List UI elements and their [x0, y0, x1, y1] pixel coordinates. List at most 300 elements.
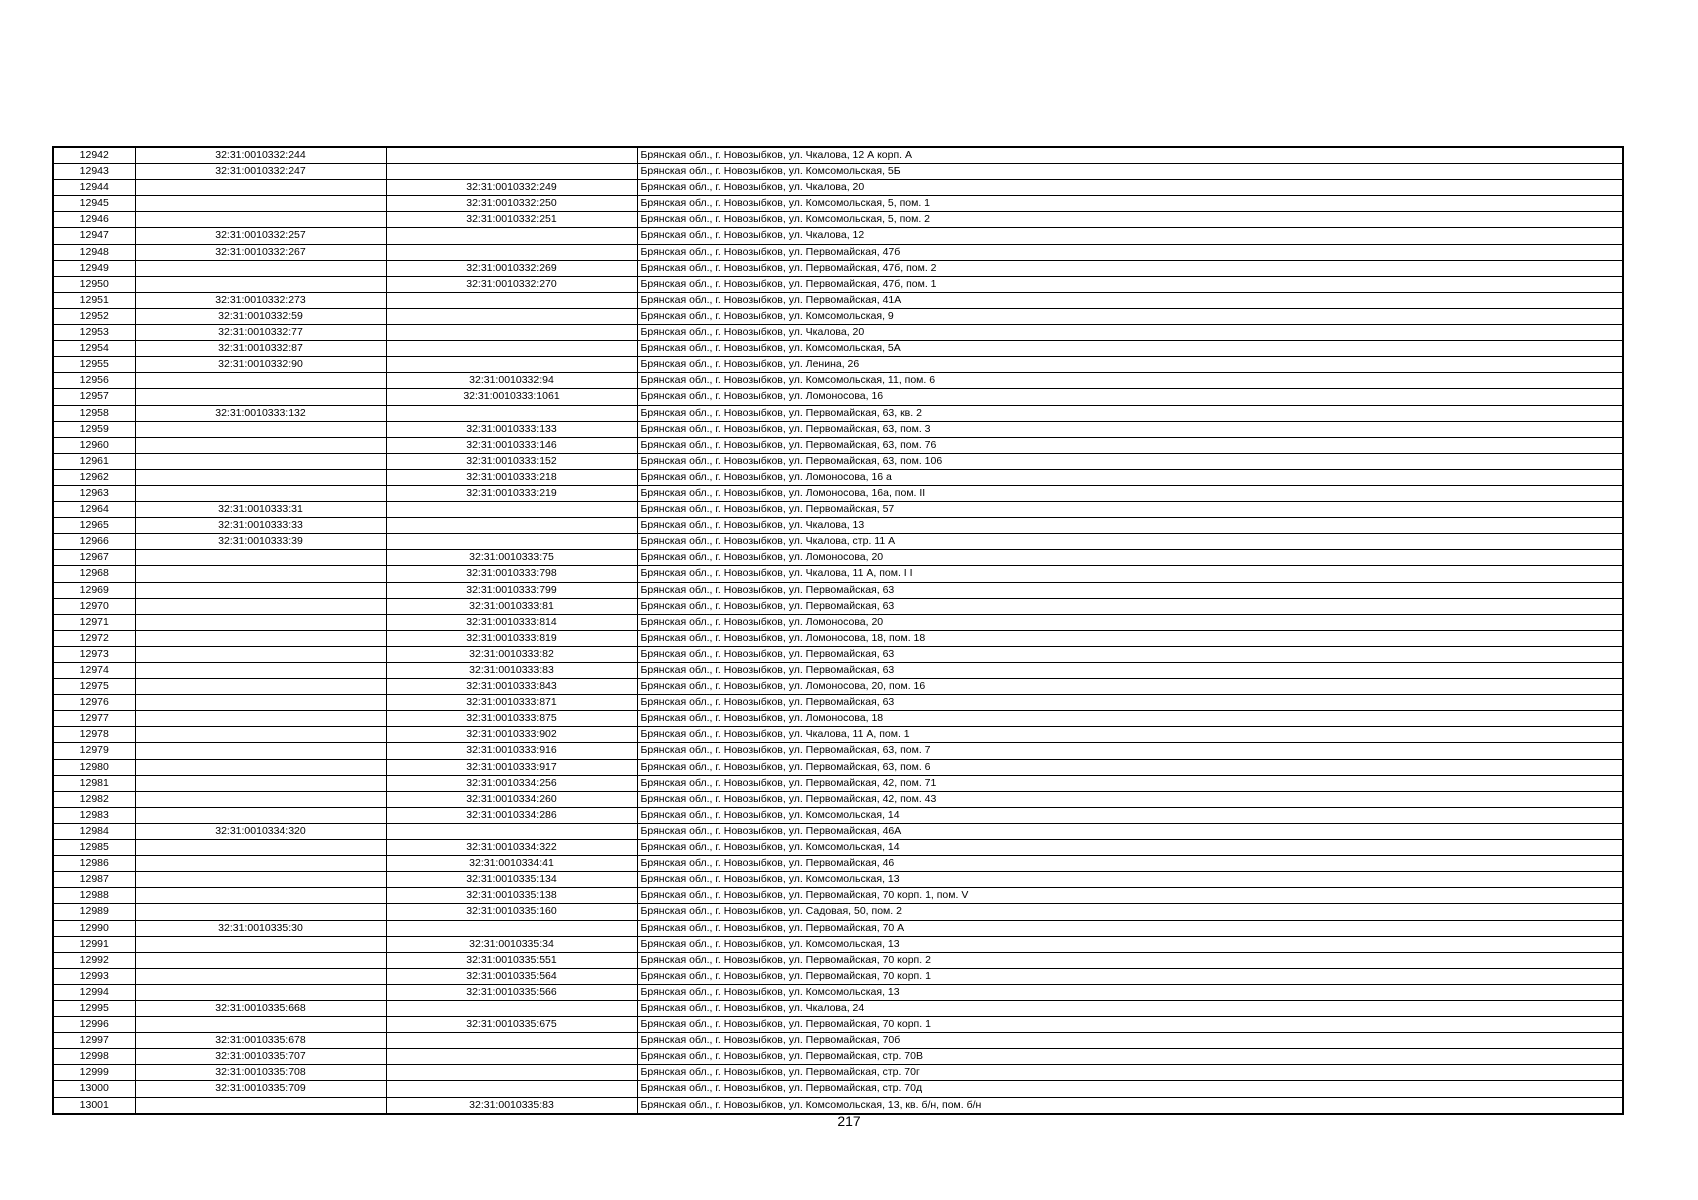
address-cell: Брянская обл., г. Новозыбков, ул. Первомайская, стр. 70д: [637, 1081, 1623, 1097]
row-number-cell: 12989: [53, 904, 135, 920]
table-row: [53, 630, 1623, 646]
cadastral-number-alt-cell: 32:31:0010332:250: [386, 196, 637, 212]
row-number-cell: 12985: [53, 840, 135, 856]
cadastral-number-alt-cell: [386, 1081, 637, 1097]
table-row: [53, 453, 1623, 469]
cadastral-number-alt-cell: 32:31:0010333:798: [386, 566, 637, 582]
cadastral-number-cell: 32:31:0010333:132: [135, 405, 386, 421]
cadastral-number-cell: [135, 840, 386, 856]
cadastral-number-alt-cell: 32:31:0010332:270: [386, 276, 637, 292]
address-cell: Брянская обл., г. Новозыбков, ул. Первомайская, стр. 70г: [637, 1065, 1623, 1081]
cadastral-number-alt-cell: 32:31:0010333:843: [386, 679, 637, 695]
table-row: [53, 373, 1623, 389]
cadastral-number-cell: [135, 968, 386, 984]
address-cell: Брянская обл., г. Новозыбков, ул. Первомайская, 63, кв. 2: [637, 405, 1623, 421]
cadastral-number-cell: 32:31:0010332:90: [135, 357, 386, 373]
cadastral-number-alt-cell: [386, 228, 637, 244]
cadastral-number-alt-cell: 32:31:0010333:799: [386, 582, 637, 598]
address-cell: Брянская обл., г. Новозыбков, ул. Первомайская, 70 корп. 2: [637, 952, 1623, 968]
address-cell: Брянская обл., г. Новозыбков, ул. Чкалова, 24: [637, 1000, 1623, 1016]
address-cell: Брянская обл., г. Новозыбков, ул. Первомайская, 70 корп. 1: [637, 968, 1623, 984]
address-cell: Брянская обл., г. Новозыбков, ул. Комсомольская, 13: [637, 872, 1623, 888]
address-cell: Брянская обл., г. Новозыбков, ул. Первомайская, 47б: [637, 244, 1623, 260]
table-row: [53, 711, 1623, 727]
address-cell: Брянская обл., г. Новозыбков, ул. Комсомольская, 13: [637, 984, 1623, 1000]
row-number-cell: 12944: [53, 180, 135, 196]
cadastral-number-cell: [135, 550, 386, 566]
cadastral-number-alt-cell: [386, 1049, 637, 1065]
cadastral-number-alt-cell: [386, 1033, 637, 1049]
address-cell: Брянская обл., г. Новозыбков, ул. Первомайская, 57: [637, 502, 1623, 518]
cadastral-number-cell: 32:31:0010332:247: [135, 164, 386, 180]
table-row: [53, 469, 1623, 485]
cadastral-number-cell: [135, 485, 386, 501]
cadastral-number-alt-cell: [386, 147, 637, 164]
cadastral-number-cell: [135, 679, 386, 695]
cadastral-number-cell: [135, 212, 386, 228]
address-cell: Брянская обл., г. Новозыбков, ул. Ломоносова, 18: [637, 711, 1623, 727]
registry-table: [52, 146, 1624, 1115]
table-row: [53, 614, 1623, 630]
table-row: [53, 1065, 1623, 1081]
cadastral-number-cell: 32:31:0010335:707: [135, 1049, 386, 1065]
address-cell: Брянская обл., г. Новозыбков, ул. Комсомольская, 9: [637, 308, 1623, 324]
row-number-cell: 12945: [53, 196, 135, 212]
cadastral-number-alt-cell: [386, 325, 637, 341]
table-row: [53, 244, 1623, 260]
row-number-cell: 12952: [53, 308, 135, 324]
cadastral-number-cell: 32:31:0010333:33: [135, 518, 386, 534]
table-row: [53, 695, 1623, 711]
cadastral-number-alt-cell: 32:31:0010333:814: [386, 614, 637, 630]
table-row: [53, 952, 1623, 968]
address-cell: Брянская обл., г. Новозыбков, ул. Первомайская, 42, пом. 43: [637, 791, 1623, 807]
cadastral-number-alt-cell: 32:31:0010333:82: [386, 646, 637, 662]
address-cell: Брянская обл., г. Новозыбков, ул. Первомайская, 46: [637, 856, 1623, 872]
row-number-cell: 12990: [53, 920, 135, 936]
address-cell: Брянская обл., г. Новозыбков, ул. Чкалова, 11 А, пом. 1: [637, 727, 1623, 743]
cadastral-number-cell: [135, 663, 386, 679]
row-number-cell: 12964: [53, 502, 135, 518]
cadastral-number-cell: [135, 711, 386, 727]
cadastral-number-alt-cell: 32:31:0010335:138: [386, 888, 637, 904]
cadastral-number-alt-cell: 32:31:0010333:75: [386, 550, 637, 566]
row-number-cell: 12966: [53, 534, 135, 550]
table-row: [53, 759, 1623, 775]
table-row: [53, 164, 1623, 180]
cadastral-number-alt-cell: 32:31:0010333:218: [386, 469, 637, 485]
row-number-cell: 12956: [53, 373, 135, 389]
address-cell: Брянская обл., г. Новозыбков, ул. Чкалова, 20: [637, 325, 1623, 341]
cadastral-number-alt-cell: [386, 534, 637, 550]
cadastral-number-alt-cell: 32:31:0010332:251: [386, 212, 637, 228]
cadastral-number-alt-cell: 32:31:0010334:41: [386, 856, 637, 872]
cadastral-number-cell: [135, 469, 386, 485]
table-row: [53, 518, 1623, 534]
address-cell: Брянская обл., г. Новозыбков, ул. Первомайская, 70б: [637, 1033, 1623, 1049]
table-row: [53, 936, 1623, 952]
row-number-cell: 13001: [53, 1097, 135, 1114]
cadastral-number-alt-cell: 32:31:0010334:286: [386, 807, 637, 823]
address-cell: Брянская обл., г. Новозыбков, ул. Ломоносова, 16: [637, 389, 1623, 405]
address-cell: Брянская обл., г. Новозыбков, ул. Комсомольская, 13: [637, 936, 1623, 952]
page-number: 217: [837, 1113, 861, 1129]
row-number-cell: 12949: [53, 260, 135, 276]
cadastral-number-cell: [135, 888, 386, 904]
row-number-cell: 12996: [53, 1017, 135, 1033]
table-row: [53, 646, 1623, 662]
cadastral-number-alt-cell: [386, 357, 637, 373]
cadastral-number-alt-cell: 32:31:0010333:917: [386, 759, 637, 775]
table-row: [53, 147, 1623, 164]
cadastral-number-alt-cell: [386, 164, 637, 180]
cadastral-number-alt-cell: [386, 405, 637, 421]
row-number-cell: 12965: [53, 518, 135, 534]
cadastral-number-cell: [135, 276, 386, 292]
address-cell: Брянская обл., г. Новозыбков, ул. Первомайская, 47б, пом. 1: [637, 276, 1623, 292]
cadastral-number-alt-cell: 32:31:0010334:260: [386, 791, 637, 807]
cadastral-number-alt-cell: [386, 244, 637, 260]
address-cell: Брянская обл., г. Новозыбков, ул. Первомайская, 70 корп. 1, пом. V: [637, 888, 1623, 904]
table-row: [53, 357, 1623, 373]
cadastral-number-alt-cell: 32:31:0010335:564: [386, 968, 637, 984]
cadastral-number-alt-cell: 32:31:0010332:249: [386, 180, 637, 196]
table-row: [53, 502, 1623, 518]
cadastral-number-cell: [135, 743, 386, 759]
cadastral-number-alt-cell: 32:31:0010333:875: [386, 711, 637, 727]
cadastral-number-cell: 32:31:0010333:31: [135, 502, 386, 518]
table-row: [53, 292, 1623, 308]
table-row: [53, 1081, 1623, 1097]
address-cell: Брянская обл., г. Новозыбков, ул. Первомайская, 63, пом. 3: [637, 421, 1623, 437]
cadastral-number-cell: [135, 196, 386, 212]
cadastral-number-cell: 32:31:0010335:708: [135, 1065, 386, 1081]
address-cell: Брянская обл., г. Новозыбков, ул. Чкалова, 12 А корп. А: [637, 147, 1623, 164]
row-number-cell: 12973: [53, 646, 135, 662]
cadastral-number-cell: 32:31:0010332:244: [135, 147, 386, 164]
cadastral-number-alt-cell: 32:31:0010333:916: [386, 743, 637, 759]
table-row: [53, 984, 1623, 1000]
cadastral-number-alt-cell: 32:31:0010333:219: [386, 485, 637, 501]
row-number-cell: 12960: [53, 437, 135, 453]
table-row: [53, 727, 1623, 743]
cadastral-number-alt-cell: 32:31:0010335:675: [386, 1017, 637, 1033]
row-number-cell: 12968: [53, 566, 135, 582]
table-row: [53, 196, 1623, 212]
address-cell: Брянская обл., г. Новозыбков, ул. Ломоносова, 16а, пом. II: [637, 485, 1623, 501]
row-number-cell: 12972: [53, 630, 135, 646]
row-number-cell: 12993: [53, 968, 135, 984]
address-cell: Брянская обл., г. Новозыбков, ул. Ломоносова, 20, пом. 16: [637, 679, 1623, 695]
cadastral-number-cell: 32:31:0010332:77: [135, 325, 386, 341]
address-cell: Брянская обл., г. Новозыбков, ул. Комсомольская, 5, пом. 2: [637, 212, 1623, 228]
address-cell: Брянская обл., г. Новозыбков, ул. Комсомольская, 5, пом. 1: [637, 196, 1623, 212]
table-row: [53, 888, 1623, 904]
cadastral-number-alt-cell: [386, 1065, 637, 1081]
cadastral-number-alt-cell: [386, 308, 637, 324]
cadastral-number-cell: 32:31:0010332:257: [135, 228, 386, 244]
address-cell: Брянская обл., г. Новозыбков, ул. Первомайская, 63: [637, 598, 1623, 614]
address-cell: Брянская обл., г. Новозыбков, ул. Первомайская, 63, пом. 76: [637, 437, 1623, 453]
address-cell: Брянская обл., г. Новозыбков, ул. Первомайская, 42, пом. 71: [637, 775, 1623, 791]
address-cell: Брянская обл., г. Новозыбков, ул. Комсомольская, 14: [637, 840, 1623, 856]
cadastral-number-cell: 32:31:0010332:59: [135, 308, 386, 324]
address-cell: Брянская обл., г. Новозыбков, ул. Комсомольская, 14: [637, 807, 1623, 823]
cadastral-number-alt-cell: 32:31:0010335:34: [386, 936, 637, 952]
row-number-cell: 12976: [53, 695, 135, 711]
table-row: [53, 421, 1623, 437]
cadastral-number-alt-cell: 32:31:0010335:83: [386, 1097, 637, 1114]
cadastral-number-cell: [135, 791, 386, 807]
table-row: [53, 743, 1623, 759]
table-row: [53, 566, 1623, 582]
address-cell: Брянская обл., г. Новозыбков, ул. Комсомольская, 11, пом. 6: [637, 373, 1623, 389]
row-number-cell: 12983: [53, 807, 135, 823]
row-number-cell: 12979: [53, 743, 135, 759]
address-cell: Брянская обл., г. Новозыбков, ул. Первомайская, стр. 70В: [637, 1049, 1623, 1065]
address-cell: Брянская обл., г. Новозыбков, ул. Ленина, 26: [637, 357, 1623, 373]
cadastral-number-cell: [135, 453, 386, 469]
address-cell: Брянская обл., г. Новозыбков, ул. Комсомольская, 5Б: [637, 164, 1623, 180]
cadastral-number-alt-cell: 32:31:0010333:902: [386, 727, 637, 743]
cadastral-number-cell: [135, 856, 386, 872]
address-cell: Брянская обл., г. Новозыбков, ул. Чкалова, 12: [637, 228, 1623, 244]
table-row: [53, 775, 1623, 791]
table-row: [53, 598, 1623, 614]
row-number-cell: 12984: [53, 823, 135, 839]
cadastral-number-alt-cell: [386, 292, 637, 308]
address-cell: Брянская обл., г. Новозыбков, ул. Первомайская, 63, пом. 7: [637, 743, 1623, 759]
cadastral-number-cell: [135, 421, 386, 437]
address-cell: Брянская обл., г. Новозыбков, ул. Чкалова, стр. 11 А: [637, 534, 1623, 550]
table-row: [53, 872, 1623, 888]
cadastral-number-alt-cell: 32:31:0010335:551: [386, 952, 637, 968]
address-cell: Брянская обл., г. Новозыбков, ул. Первомайская, 63, пом. 6: [637, 759, 1623, 775]
row-number-cell: 12970: [53, 598, 135, 614]
cadastral-number-alt-cell: [386, 518, 637, 534]
cadastral-number-alt-cell: [386, 341, 637, 357]
row-number-cell: 12947: [53, 228, 135, 244]
cadastral-number-cell: [135, 373, 386, 389]
row-number-cell: 12978: [53, 727, 135, 743]
table-row: [53, 405, 1623, 421]
cadastral-number-cell: [135, 646, 386, 662]
address-cell: Брянская обл., г. Новозыбков, ул. Первомайская, 63, пом. 106: [637, 453, 1623, 469]
address-cell: Брянская обл., г. Новозыбков, ул. Первомайская, 41А: [637, 292, 1623, 308]
row-number-cell: 12986: [53, 856, 135, 872]
cadastral-number-cell: 32:31:0010335:668: [135, 1000, 386, 1016]
cadastral-number-alt-cell: 32:31:0010333:1061: [386, 389, 637, 405]
cadastral-number-alt-cell: 32:31:0010334:256: [386, 775, 637, 791]
cadastral-number-cell: 32:31:0010335:678: [135, 1033, 386, 1049]
address-cell: Брянская обл., г. Новозыбков, ул. Первомайская, 63: [637, 582, 1623, 598]
table-row: [53, 180, 1623, 196]
address-cell: Брянская обл., г. Новозыбков, ул. Первомайская, 63: [637, 646, 1623, 662]
cadastral-number-cell: 32:31:0010335:709: [135, 1081, 386, 1097]
address-cell: Брянская обл., г. Новозыбков, ул. Чкалова, 13: [637, 518, 1623, 534]
cadastral-number-alt-cell: [386, 1000, 637, 1016]
row-number-cell: 12991: [53, 936, 135, 952]
table-row: [53, 276, 1623, 292]
table-row: [53, 485, 1623, 501]
address-cell: Брянская обл., г. Новозыбков, ул. Ломоносова, 20: [637, 550, 1623, 566]
cadastral-number-cell: [135, 695, 386, 711]
cadastral-number-cell: [135, 630, 386, 646]
row-number-cell: 12994: [53, 984, 135, 1000]
table-row: [53, 1000, 1623, 1016]
cadastral-number-cell: [135, 598, 386, 614]
row-number-cell: 12997: [53, 1033, 135, 1049]
table-row: [53, 823, 1623, 839]
address-cell: Брянская обл., г. Новозыбков, ул. Первомайская, 63: [637, 695, 1623, 711]
cadastral-number-alt-cell: 32:31:0010334:322: [386, 840, 637, 856]
table-row: [53, 840, 1623, 856]
address-cell: Брянская обл., г. Новозыбков, ул. Комсомольская, 13, кв. б/н, пом. б/н: [637, 1097, 1623, 1114]
registry-table-body: [53, 147, 1623, 1114]
cadastral-number-cell: [135, 180, 386, 196]
cadastral-number-cell: 32:31:0010332:87: [135, 341, 386, 357]
address-cell: Брянская обл., г. Новозыбков, ул. Садовая, 50, пом. 2: [637, 904, 1623, 920]
cadastral-number-alt-cell: 32:31:0010332:94: [386, 373, 637, 389]
table-row: [53, 1017, 1623, 1033]
cadastral-number-cell: [135, 389, 386, 405]
cadastral-number-cell: [135, 872, 386, 888]
table-row: [53, 212, 1623, 228]
table-row: [53, 807, 1623, 823]
table-row: [53, 1097, 1623, 1114]
table-row: [53, 389, 1623, 405]
row-number-cell: 12953: [53, 325, 135, 341]
address-cell: Брянская обл., г. Новозыбков, ул. Ломоносова, 18, пом. 18: [637, 630, 1623, 646]
row-number-cell: 12987: [53, 872, 135, 888]
row-number-cell: 12942: [53, 147, 135, 164]
cadastral-number-cell: [135, 566, 386, 582]
row-number-cell: 12950: [53, 276, 135, 292]
table-row: [53, 325, 1623, 341]
row-number-cell: 12963: [53, 485, 135, 501]
row-number-cell: 12981: [53, 775, 135, 791]
table-row: [53, 260, 1623, 276]
table-row: [53, 856, 1623, 872]
row-number-cell: 12958: [53, 405, 135, 421]
table-row: [53, 437, 1623, 453]
cadastral-number-cell: 32:31:0010332:267: [135, 244, 386, 260]
cadastral-number-cell: [135, 582, 386, 598]
cadastral-number-alt-cell: 32:31:0010333:819: [386, 630, 637, 646]
cadastral-number-cell: [135, 437, 386, 453]
table-row: [53, 1033, 1623, 1049]
table-row: [53, 341, 1623, 357]
cadastral-number-cell: 32:31:0010333:39: [135, 534, 386, 550]
address-cell: Брянская обл., г. Новозыбков, ул. Первомайская, 63: [637, 663, 1623, 679]
table-row: [53, 968, 1623, 984]
row-number-cell: 13000: [53, 1081, 135, 1097]
cadastral-number-cell: 32:31:0010332:273: [135, 292, 386, 308]
address-cell: Брянская обл., г. Новозыбков, ул. Первомайская, 70 корп. 1: [637, 1017, 1623, 1033]
row-number-cell: 12975: [53, 679, 135, 695]
row-number-cell: 12998: [53, 1049, 135, 1065]
cadastral-number-alt-cell: 32:31:0010333:133: [386, 421, 637, 437]
address-cell: Брянская обл., г. Новозыбков, ул. Ломоносова, 20: [637, 614, 1623, 630]
cadastral-number-cell: 32:31:0010335:30: [135, 920, 386, 936]
table-row: [53, 663, 1623, 679]
cadastral-number-alt-cell: 32:31:0010335:566: [386, 984, 637, 1000]
address-cell: Брянская обл., г. Новозыбков, ул. Первомайская, 46А: [637, 823, 1623, 839]
cadastral-number-cell: [135, 727, 386, 743]
row-number-cell: 12948: [53, 244, 135, 260]
row-number-cell: 12974: [53, 663, 135, 679]
cadastral-number-cell: [135, 1017, 386, 1033]
row-number-cell: 12992: [53, 952, 135, 968]
table-row: [53, 1049, 1623, 1065]
address-cell: Брянская обл., г. Новозыбков, ул. Чкалова, 11 А, пом. I I: [637, 566, 1623, 582]
table-row: [53, 534, 1623, 550]
cadastral-number-alt-cell: 32:31:0010335:160: [386, 904, 637, 920]
row-number-cell: 12969: [53, 582, 135, 598]
row-number-cell: 12980: [53, 759, 135, 775]
row-number-cell: 12971: [53, 614, 135, 630]
address-cell: Брянская обл., г. Новозыбков, ул. Чкалова, 20: [637, 180, 1623, 196]
table-row: [53, 679, 1623, 695]
row-number-cell: 12962: [53, 469, 135, 485]
address-cell: Брянская обл., г. Новозыбков, ул. Комсомольская, 5А: [637, 341, 1623, 357]
cadastral-number-alt-cell: 32:31:0010335:134: [386, 872, 637, 888]
cadastral-number-alt-cell: 32:31:0010333:81: [386, 598, 637, 614]
cadastral-number-alt-cell: 32:31:0010333:83: [386, 663, 637, 679]
cadastral-number-cell: [135, 904, 386, 920]
table-row: [53, 550, 1623, 566]
table-row: [53, 582, 1623, 598]
address-cell: Брянская обл., г. Новозыбков, ул. Первомайская, 47б, пом. 2: [637, 260, 1623, 276]
cadastral-number-alt-cell: [386, 823, 637, 839]
cadastral-number-alt-cell: 32:31:0010333:152: [386, 453, 637, 469]
cadastral-number-cell: [135, 952, 386, 968]
cadastral-number-cell: [135, 614, 386, 630]
cadastral-number-alt-cell: 32:31:0010333:871: [386, 695, 637, 711]
cadastral-number-alt-cell: 32:31:0010332:269: [386, 260, 637, 276]
row-number-cell: 12977: [53, 711, 135, 727]
cadastral-number-alt-cell: [386, 502, 637, 518]
cadastral-number-cell: [135, 936, 386, 952]
row-number-cell: 12988: [53, 888, 135, 904]
table-row: [53, 308, 1623, 324]
row-number-cell: 12961: [53, 453, 135, 469]
row-number-cell: 12951: [53, 292, 135, 308]
cadastral-number-alt-cell: [386, 920, 637, 936]
cadastral-number-cell: [135, 260, 386, 276]
table-row: [53, 920, 1623, 936]
address-cell: Брянская обл., г. Новозыбков, ул. Ломоносова, 16 а: [637, 469, 1623, 485]
row-number-cell: 12959: [53, 421, 135, 437]
table-row: [53, 791, 1623, 807]
table-row: [53, 904, 1623, 920]
row-number-cell: 12999: [53, 1065, 135, 1081]
row-number-cell: 12982: [53, 791, 135, 807]
row-number-cell: 12943: [53, 164, 135, 180]
row-number-cell: 12954: [53, 341, 135, 357]
cadastral-number-cell: 32:31:0010334:320: [135, 823, 386, 839]
row-number-cell: 12967: [53, 550, 135, 566]
cadastral-number-cell: [135, 984, 386, 1000]
row-number-cell: 12946: [53, 212, 135, 228]
row-number-cell: 12955: [53, 357, 135, 373]
cadastral-number-cell: [135, 759, 386, 775]
cadastral-number-alt-cell: 32:31:0010333:146: [386, 437, 637, 453]
cadastral-number-cell: [135, 1097, 386, 1114]
cadastral-number-cell: [135, 775, 386, 791]
cadastral-number-cell: [135, 807, 386, 823]
table-row: [53, 228, 1623, 244]
